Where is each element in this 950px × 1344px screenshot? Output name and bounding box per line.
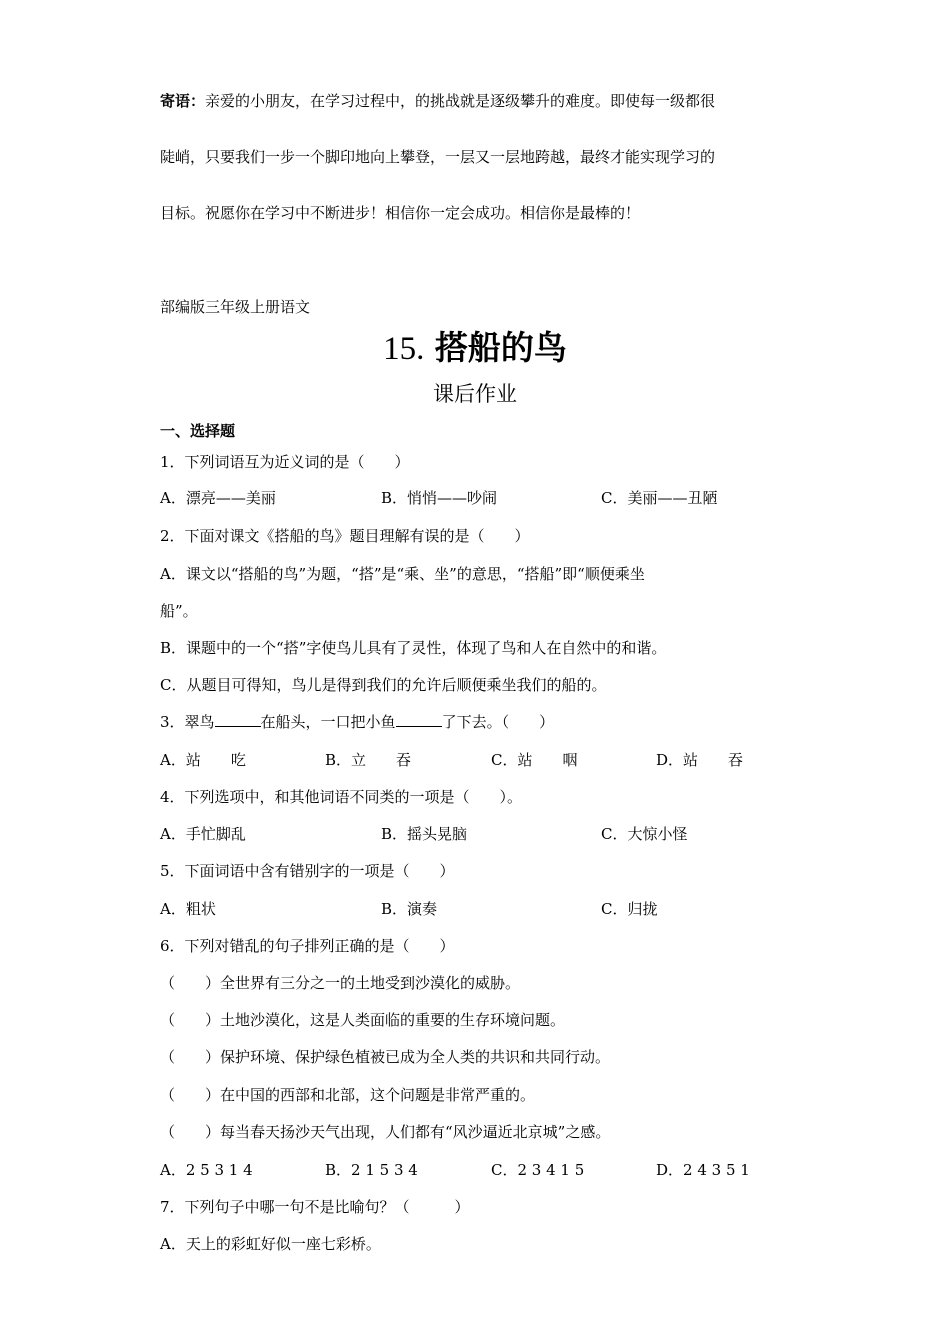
option-c: C．归拢 xyxy=(601,900,658,918)
option-d: D．2 4 3 5 1 xyxy=(656,1161,750,1179)
question-2-option-b: B．课题中的一个“搭”字使鸟儿具有了灵性，体现了鸟和人在自然中的和谐。 xyxy=(160,639,667,657)
option-c: C．大惊小怪 xyxy=(601,825,688,843)
answer-blank-2[interactable] xyxy=(396,712,442,727)
question-2-option-a-line-2: 船”。 xyxy=(160,602,198,620)
question-1-options xyxy=(160,487,860,509)
option-d: D．站 吞 xyxy=(656,751,744,769)
option-b: B．2 1 5 3 4 xyxy=(325,1161,418,1179)
option-c: C．2 3 4 1 5 xyxy=(491,1161,585,1179)
option-a: A．粗状 xyxy=(160,900,216,918)
question-3-part-3: 了下去。（ ） xyxy=(441,713,555,731)
lesson-name: 搭船的鸟 xyxy=(434,328,567,367)
intro-text-1: 亲爱的小朋友，在学习过程中，的挑战就是逐级攀升的难度。即使每一级都很 xyxy=(205,92,716,110)
option-b: B．悄悄——吵闹 xyxy=(381,489,498,507)
question-3-part-1: 3．翠鸟 xyxy=(160,713,215,731)
option-a: A．2 5 3 1 4 xyxy=(160,1161,253,1179)
question-4-options xyxy=(160,823,860,845)
question-6-sentence-4: （ ）在中国的西部和北部，这个问题是非常严重的。 xyxy=(160,1086,536,1104)
question-3-part-2: 在船头，一口把小鱼 xyxy=(260,713,396,731)
option-a: A．漂亮——美丽 xyxy=(160,489,276,507)
question-2-stem: 2．下面对课文《搭船的鸟》题目理解有误的是（ ） xyxy=(160,527,530,545)
question-5-options xyxy=(160,898,860,920)
option-b: B．演奏 xyxy=(381,900,438,918)
question-3-stem xyxy=(160,711,554,732)
option-b: B．立 吞 xyxy=(325,751,412,769)
option-a: A．站 吃 xyxy=(160,751,246,769)
option-a: A．手忙脚乱 xyxy=(160,825,246,843)
question-6-sentence-3: （ ）保护环境、保护绿色植被已成为全人类的共识和共同行动。 xyxy=(160,1048,611,1066)
option-b: B．摇头晃脑 xyxy=(381,825,468,843)
question-6-sentence-1: （ ）全世界有三分之一的土地受到沙漠化的威胁。 xyxy=(160,974,521,992)
answer-blank-1[interactable] xyxy=(215,712,261,727)
section-title: 一、选择题 xyxy=(160,422,236,440)
question-7-stem: 7．下列句子中哪一句不是比喻句？（ ） xyxy=(160,1198,470,1216)
question-1-stem: 1．下列词语互为近义词的是（ ） xyxy=(160,453,410,471)
question-6-stem: 6．下列对错乱的句子排列正确的是（ ） xyxy=(160,937,455,955)
intro-label: 寄语： xyxy=(160,92,206,110)
subject-label: 部编版三年级上册语文 xyxy=(160,298,311,316)
lesson-number: 15. xyxy=(383,331,425,367)
option-c: C．美丽——丑陋 xyxy=(601,489,718,507)
question-7-option-a: A．天上的彩虹好似一座七彩桥。 xyxy=(160,1235,381,1253)
lesson-title xyxy=(0,322,950,369)
option-c: C．站 咽 xyxy=(491,751,578,769)
question-6-options xyxy=(160,1159,860,1181)
question-6-sentence-5: （ ）每当春天扬沙天气出现，人们都有“风沙逼近北京城”之感。 xyxy=(160,1123,611,1141)
intro-line-2: 陡峭，只要我们一步一个脚印地向上攀登，一层又一层地跨越，最终才能实现学习的 xyxy=(160,148,716,166)
question-2-option-a-line-1: A．课文以“搭船的鸟”为题，“搭”是“乘、坐”的意思，“搭船”即“顺便乘坐 xyxy=(160,565,645,583)
question-4-stem: 4．下列选项中，和其他词语不同类的一项是（ ）。 xyxy=(160,788,523,806)
question-3-options xyxy=(160,749,860,771)
intro-line-3: 目标。祝愿你在学习中不断进步！相信你一定会成功。相信你是最棒的！ xyxy=(160,204,641,222)
intro-line-1 xyxy=(160,90,715,111)
question-2-option-c: C．从题目可得知，鸟儿是得到我们的允许后顺便乘坐我们的船的。 xyxy=(160,676,607,694)
question-5-stem: 5．下面词语中含有错别字的一项是（ ） xyxy=(160,862,455,880)
page-subtitle: 课后作业 xyxy=(433,382,517,406)
question-6-sentence-2: （ ）土地沙漠化，这是人类面临的重要的生存环境问题。 xyxy=(160,1011,566,1029)
